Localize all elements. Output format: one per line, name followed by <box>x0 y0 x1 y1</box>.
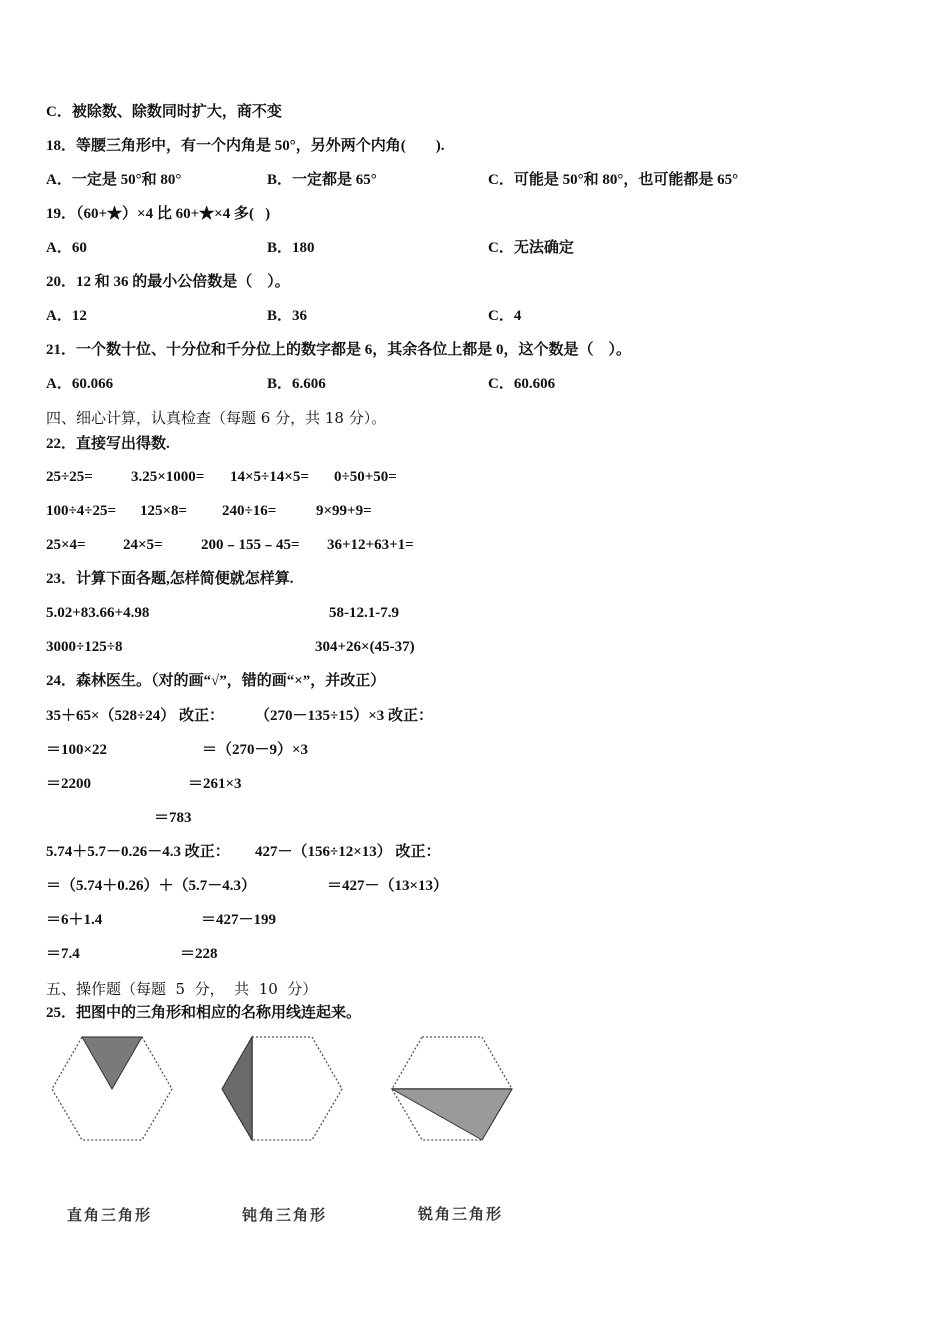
q24-left2-line: ＝6＋1.4 <box>46 912 103 928</box>
q22-cell: 240÷16= <box>222 503 277 519</box>
q24-left2-line: ＝（5.74＋0.26）＋（5.7－4.3） <box>46 878 257 894</box>
q25-stem: 25．把图中的三角形和相应的名称用线连起来。 <box>46 1005 362 1021</box>
q24-right1-line: ＝783 <box>154 810 192 826</box>
q22-cell: 24×5= <box>123 537 163 553</box>
label-right-triangle: 直角三角形 <box>67 1206 153 1224</box>
q22-cell: 9×99+9= <box>316 503 372 519</box>
q18-option-b: B．一定都是 65° <box>267 172 377 188</box>
q18-option-a: A．一定是 50°和 80° <box>46 172 182 188</box>
q24-left1-line: ＝100×22 <box>46 742 108 758</box>
label-acute-triangle: 锐角三角形 <box>418 1205 504 1223</box>
hexagon-figure-1 <box>50 1034 175 1144</box>
q24-right2-line: 427－（156÷12×13） 改正： <box>255 844 441 860</box>
q22-cell: 14×5÷14×5= <box>230 469 309 485</box>
shaded-triangle-2 <box>222 1037 252 1140</box>
q22-stem: 22．直接写出得数. <box>46 436 170 452</box>
label-obtuse-triangle: 钝角三角形 <box>242 1206 328 1224</box>
q19-option-b: B．180 <box>267 240 315 256</box>
section-5-title: 五、操作题（每题 5 分， 共 10 分） <box>46 980 318 998</box>
q22-cell: 25÷25= <box>46 469 93 485</box>
q24-left1-line: ＝2200 <box>46 776 92 792</box>
q20-stem: 20．12 和 36 的最小公倍数是（ ）。 <box>46 274 290 290</box>
q22-cell: 100÷4÷25= <box>46 503 117 519</box>
q23-item: 3000÷125÷8 <box>46 639 123 655</box>
q21-stem: 21．一个数十位、十分位和千分位上的数字都是 6，其余各位上都是 0，这个数是（ ）。 <box>46 342 632 358</box>
q24-right2-line: ＝427－（13×13） <box>327 878 449 894</box>
q23-item: 5.02+83.66+4.98 <box>46 605 150 621</box>
q20-option-b: B．36 <box>267 308 308 324</box>
q21-option-a: A．60.066 <box>46 376 114 392</box>
q24-left2-line: ＝7.4 <box>46 946 80 962</box>
q21-option-c: C．60.606 <box>488 376 556 392</box>
q24-right1-line: ＝261×3 <box>188 776 242 792</box>
q18-stem: 18．等腰三角形中，有一个内角是 50°，另外两个内角( ). <box>46 138 445 154</box>
shaded-triangle-3 <box>392 1089 512 1140</box>
q19-stem: 19．（60+★）×4 比 60+★×4 多( ) <box>46 206 271 222</box>
hexagon-figure-2 <box>220 1034 345 1144</box>
q19-option-c: C．无法确定 <box>488 240 574 256</box>
q18-option-c: C．可能是 50°和 80°，也可能都是 65° <box>488 172 739 188</box>
q24-right2-line: ＝427－199 <box>201 912 277 928</box>
q22-cell: 125×8= <box>140 503 188 519</box>
q20-option-a: A．12 <box>46 308 87 324</box>
q22-cell: 3.25×1000= <box>131 469 205 485</box>
q22-cell: 200﹣155﹣45= <box>201 537 300 553</box>
shaded-triangle-1 <box>82 1037 142 1089</box>
q20-option-c: C．4 <box>488 308 522 324</box>
q24-left1-line: 35＋65×（528÷24） 改正： <box>46 708 225 724</box>
q19-option-a: A．60 <box>46 240 87 256</box>
hexagon-figure-3 <box>390 1034 515 1144</box>
q17-option-c: C．被除数、除数同时扩大，商不变 <box>46 104 282 120</box>
q24-right2-line: ＝228 <box>180 946 218 962</box>
q24-right1-line: （270－135÷15）×3 改正： <box>255 708 434 724</box>
section-4-title: 四、细心计算，认真检查（每题 6 分，共 18 分）。 <box>46 409 387 427</box>
q22-cell: 25×4= <box>46 537 86 553</box>
q22-cell: 0÷50+50= <box>334 469 397 485</box>
q21-option-b: B．6.606 <box>267 376 326 392</box>
q23-item: 304+26×(45-37) <box>315 639 415 655</box>
q23-stem: 23．计算下面各题,怎样简便就怎样算. <box>46 571 294 587</box>
q24-stem: 24．森林医生。（对的画“√”，错的画“×”，并改正） <box>46 673 386 689</box>
q24-right1-line: ＝（270－9）×3 <box>202 742 309 758</box>
q23-item: 58-12.1-7.9 <box>329 605 399 621</box>
q24-left2-line: 5.74＋5.7－0.26－4.3 改正： <box>46 844 230 860</box>
q22-cell: 36+12+63+1= <box>327 537 414 553</box>
